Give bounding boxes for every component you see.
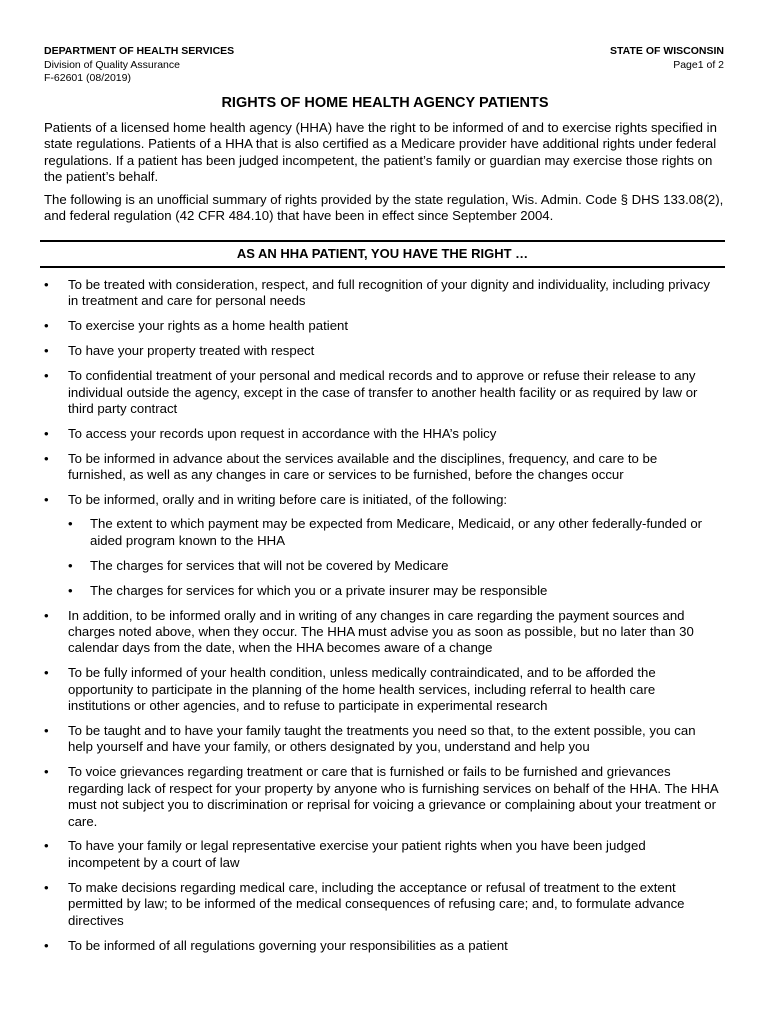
right-text: To exercise your rights as a home health patient [68,318,349,334]
list-item [0,277,718,310]
division-name: Division of Quality Assurance [44,58,180,71]
bullet-icon: • [68,582,73,598]
list-item [0,492,718,599]
sub-right-text: The charges for services that will not be covered by Medicare [90,557,449,573]
bullet-icon: • [44,607,49,623]
right-text: To make decisions regarding medical care, including the acceptance or refusal of treatment to the extent permitted by law; to be informed of the medical consequences of refusing care; and, to formulate advance directives [68,879,685,928]
bullet-icon: • [44,764,49,780]
sub-right-text: The extent to which payment may be expected from Medicare, Medicaid, or any other federally-funded or aided program known to the HHA [90,516,703,548]
bullet-icon: • [44,879,49,895]
right-text: To be informed in advance about the services available and the disciplines, frequency, and care to be furnished, as well as any changes in care or services to be furnished, before the changes occur [68,450,658,483]
list-item [0,451,718,484]
department-name: DEPARTMENT OF HEALTH SERVICES [44,45,235,57]
right-text: To have your property treated with respect [68,343,315,359]
header-left [44,45,234,86]
rights-banner-text: AS AN HHA PATIENT, YOU HAVE THE RIGHT … [236,246,529,261]
bullet-icon: • [44,665,49,681]
intro-paragraph: Patients of a licensed home health agency (HHA) have the right to be informed of and to exercise rights specified in state regulations. Patients of a HHA that is also certified as a Medicare provider have additional rights under federal regulations. If a patient has been judged incompetent, the patient’s family or guardian may exercise those rights on the patient’s behalf. [44,120,717,185]
bullet-icon: • [44,425,49,441]
list-item [0,665,718,714]
bullet-icon: • [44,492,49,508]
list-item [0,368,718,417]
list-item [68,583,718,599]
right-text: To be informed, orally and in writing before care is initiated, of the following: [68,492,508,508]
bullet-icon: • [44,277,49,292]
bullet-icon: • [44,343,49,359]
list-item [0,426,718,442]
rights-list [0,277,770,962]
form-number: F-62601 (08/2019) [44,72,131,84]
right-text: In addition, to be informed orally and in writing of any changes in care regarding the payment sources and charges noted above, when they occur. The HHA must advise you as soon as possible, but no later than 30 calendar days from the date, when the HHA becomes aware of a change [68,607,694,656]
right-text: To be treated with consideration, respect, and full recognition of your dignity and individuality, including privacy in treatment and care for personal needs [68,277,710,309]
list-item [0,880,718,929]
list-item [68,516,718,549]
list-item [0,723,718,756]
page-indicator: Page1 of 2 [673,58,724,71]
list-item [68,558,718,574]
list-item [0,343,718,359]
right-text: To be informed of all regulations governing your responsibilities as a patient [68,937,508,953]
payment-info-sublist [68,516,718,599]
sub-right-text: The charges for services for which you or a private insurer may be responsible [90,582,548,598]
right-text: To confidential treatment of your personal and medical records and to approve or refuse their release to any individual outside the agency, except in the case of transfer to another health facility or as required by law or third party contract [68,368,698,416]
bullet-icon: • [68,557,73,573]
bullet-icon: • [44,937,49,953]
rights-banner [40,240,725,268]
right-text: To have your family or legal representative exercise your patient rights when you have been judged incompetent by a court of law [68,838,646,870]
bullet-icon: • [44,723,49,739]
bullet-icon: • [44,450,49,466]
document-title: RIGHTS OF HOME HEALTH AGENCY PATIENTS [221,95,549,111]
right-text: To be taught and to have your family taught the treatments you need so that, to the extent possible, you can help yourself and have your family, or others designated by you, understand and help you [68,723,696,755]
state-name: STATE OF WISCONSIN [610,45,724,57]
intro-section [44,120,734,230]
list-item [0,764,718,830]
list-item [0,938,718,954]
list-item [0,318,718,334]
bullet-icon: • [44,318,49,334]
right-text: To access your records upon request in accordance with the HHA’s policy [68,425,497,441]
intro-paragraph: The following is an unofficial summary of rights provided by the state regulation, Wis. Admin. Code § DHS 133.08(2), and federal regulation (42 CFR 484.10) that have been in effect since September 2004. [44,191,724,224]
right-text: To be fully informed of your health condition, unless medically contraindicated, and to be afforded the opportunity to participate in the planning of the home health services, including referral to health care institutions or other agencies, and to refuse to participate in experimental research [68,665,656,714]
list-item [0,838,718,871]
bullet-icon: • [44,838,49,854]
right-text: To voice grievances regarding treatment or care that is furnished or fails to be furnished and grievances regarding lack of respect for your property by anyone who is furnishing services on behalf of the HHA. The HHA must not subject you to discrimination or reprisal for voicing a grievance or complaining about your treatment or care. [68,764,718,829]
bullet-icon: • [44,368,49,384]
header-right [610,45,724,72]
list-item [0,608,718,657]
bullet-icon: • [68,516,73,532]
